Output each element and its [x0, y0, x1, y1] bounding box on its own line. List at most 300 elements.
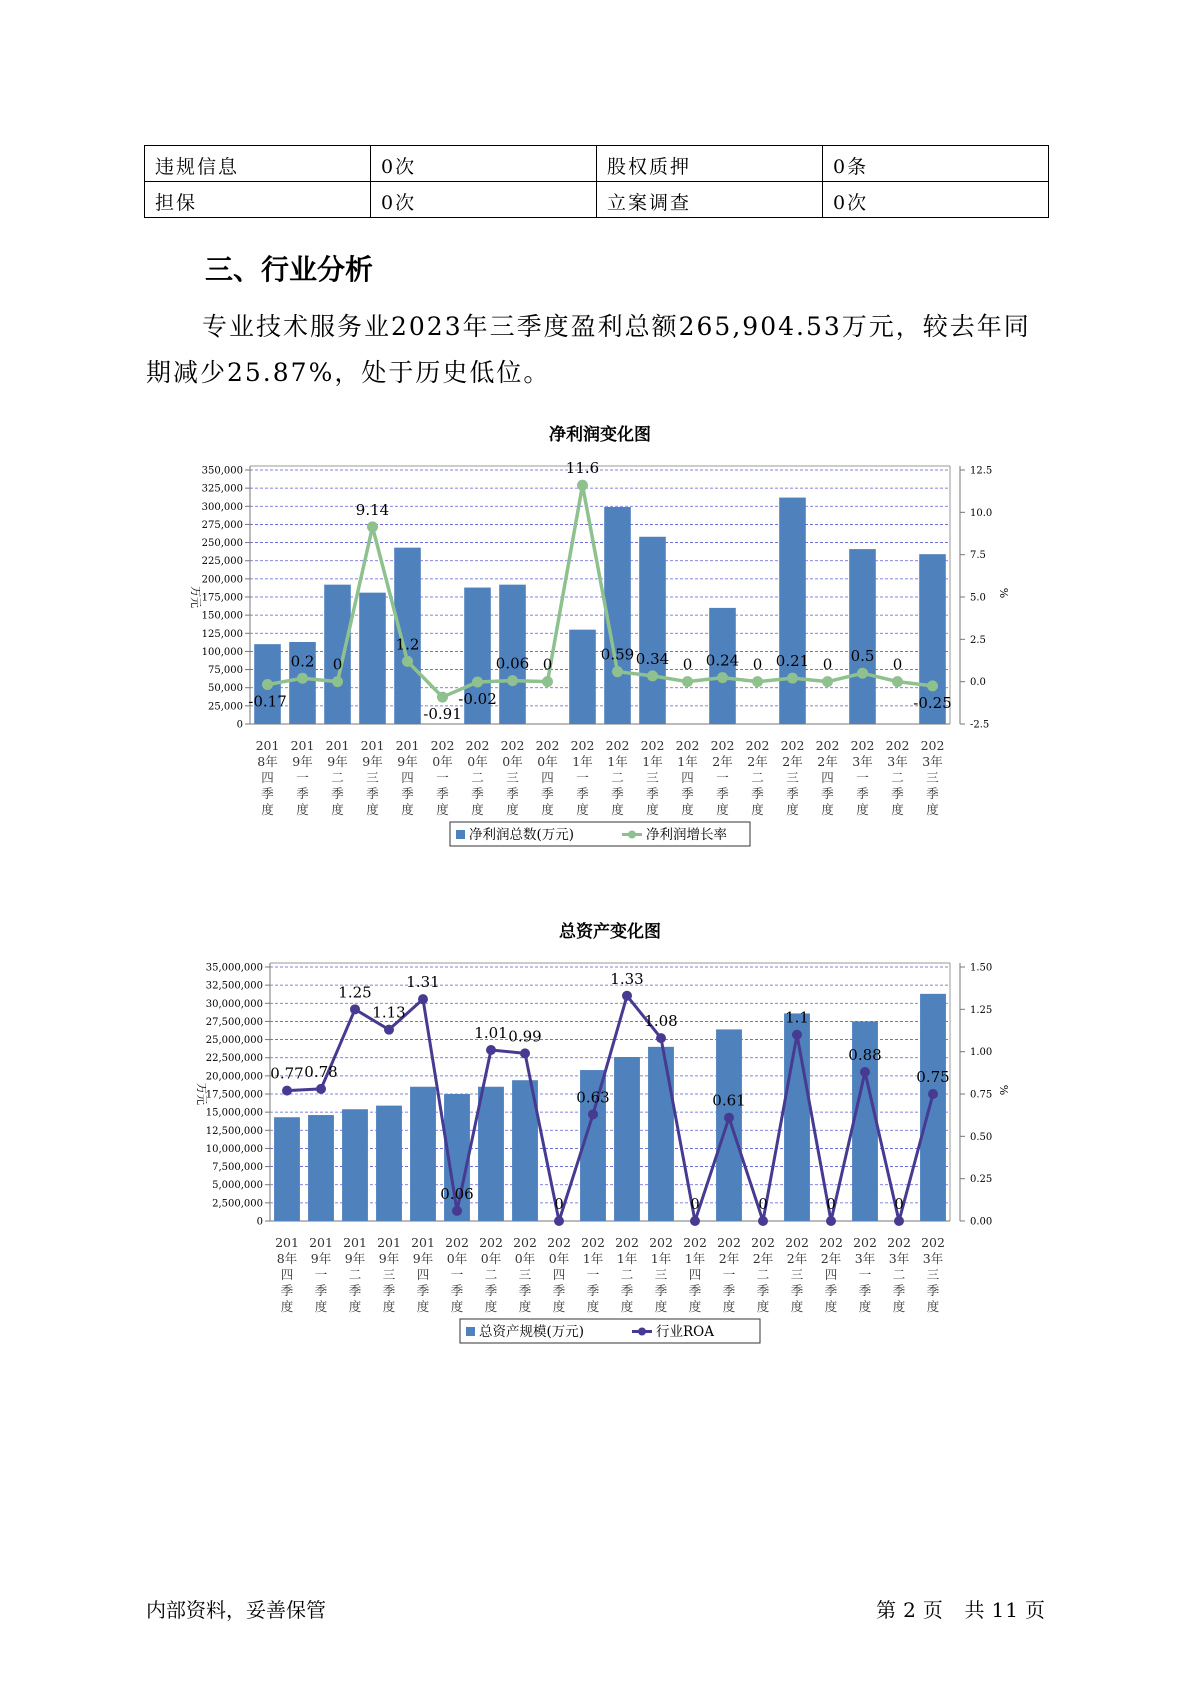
data-label: 11.6: [565, 459, 600, 478]
category-label-line: 一: [436, 770, 449, 785]
data-label: 0: [752, 655, 763, 674]
category-label: [581, 1235, 605, 1314]
category-label-line: 季: [416, 1283, 430, 1298]
net-profit-chart: [175, 418, 1035, 878]
left-tick-label: 27,500,000: [205, 1016, 263, 1028]
right-tick-label: 5.0: [970, 592, 986, 604]
category-label-line: 201: [377, 1235, 401, 1250]
line-point: [622, 991, 632, 1001]
category-label-line: 季: [450, 1283, 464, 1298]
category-label: [291, 738, 315, 817]
category-label-line: 9年: [378, 1251, 400, 1266]
category-label-line: 季: [756, 1283, 770, 1298]
category-label-line: 2年: [752, 1251, 774, 1266]
left-tick-label: 17,500,000: [205, 1089, 263, 1101]
category-label-line: 季: [552, 1283, 566, 1298]
category-label-line: 季: [541, 786, 554, 801]
legend-line-marker: [638, 1328, 646, 1336]
category-label-line: 季: [261, 786, 274, 801]
category-label-line: 季: [926, 786, 939, 801]
category-label-line: 1年: [642, 754, 663, 769]
data-label: 0: [554, 1195, 564, 1213]
category-label-line: 202: [640, 738, 665, 753]
data-label: 0: [542, 655, 553, 674]
category-label: [513, 1235, 537, 1314]
left-tick-label: 275,000: [201, 519, 243, 531]
category-label-line: 季: [506, 786, 519, 801]
category-label: [853, 1235, 877, 1314]
data-label: 0.99: [508, 1027, 542, 1046]
line-point: [690, 1216, 700, 1226]
category-label-line: 度: [856, 802, 869, 817]
left-tick-label: 25,000,000: [205, 1035, 263, 1047]
category-label-line: 0年: [467, 754, 488, 769]
category-label-line: 度: [892, 1299, 906, 1314]
line-point: [787, 673, 798, 684]
category-label-line: 1年: [677, 754, 698, 769]
category-label-line: 季: [824, 1283, 838, 1298]
line-point: [928, 1089, 938, 1099]
category-label-line: 季: [348, 1283, 362, 1298]
y-axis-label-right: %: [997, 587, 1010, 599]
category-label-line: 1年: [582, 1251, 604, 1266]
category-label-line: 201: [395, 738, 420, 753]
line-point: [262, 679, 273, 690]
category-label-line: 季: [611, 786, 624, 801]
bar: [569, 630, 596, 724]
category-label-line: 2年: [786, 1251, 808, 1266]
right-tick-label: 2.5: [970, 634, 986, 646]
category-label-line: 一: [576, 770, 589, 785]
line-point: [316, 1084, 326, 1094]
category-label-line: 度: [401, 802, 414, 817]
line-point: [472, 677, 483, 688]
legend-line-label: 净利润增长率: [646, 827, 727, 843]
data-label: 0.5: [850, 647, 875, 666]
chart-svg: [175, 915, 1035, 1375]
category-label-line: 202: [513, 1235, 537, 1250]
data-label: 1.13: [372, 1003, 406, 1022]
line-point: [724, 1113, 734, 1123]
category-label-line: 2年: [718, 1251, 740, 1266]
category-label-line: 度: [541, 802, 554, 817]
category-label-line: 季: [331, 786, 344, 801]
category-label-line: 四: [541, 770, 554, 785]
category-label: [676, 738, 700, 817]
line-point: [297, 673, 308, 684]
right-tick-label: 7.5: [970, 550, 986, 562]
category-label-line: 一: [314, 1267, 328, 1282]
data-label: -0.91: [423, 705, 462, 724]
line-point: [554, 1216, 564, 1226]
category-label: [479, 1235, 503, 1314]
category-label-line: 季: [471, 786, 484, 801]
category-label-line: 8年: [257, 754, 278, 769]
chart-title: 净利润变化图: [549, 425, 651, 445]
category-label-line: 度: [436, 802, 449, 817]
category-label-line: 202: [465, 738, 490, 753]
line-point: [332, 676, 343, 687]
category-label-line: 四: [824, 1267, 838, 1282]
category-label-line: 四: [552, 1267, 566, 1282]
category-label-line: 三: [382, 1267, 396, 1282]
data-label: 0: [690, 1195, 700, 1213]
category-label-line: 202: [885, 738, 910, 753]
category-label-line: 202: [853, 1235, 877, 1250]
category-label-line: 3年: [888, 1251, 910, 1266]
line-point: [520, 1048, 530, 1058]
category-label-line: 202: [920, 738, 945, 753]
data-label: 0.34: [635, 649, 670, 668]
data-label: 1.1: [785, 1008, 809, 1027]
category-label-line: 9年: [327, 754, 348, 769]
data-label: 1.25: [338, 983, 372, 1002]
left-tick-label: 5,000,000: [212, 1180, 263, 1192]
category-label-line: 度: [382, 1299, 396, 1314]
category-label-line: 四: [821, 770, 834, 785]
category-label-line: 202: [850, 738, 875, 753]
category-label-line: 201: [360, 738, 385, 753]
left-tick-label: 10,000,000: [205, 1143, 263, 1155]
category-label-line: 202: [780, 738, 805, 753]
footer-page-number: [873, 1594, 1049, 1623]
category-label-line: 度: [821, 802, 834, 817]
chart-title: 总资产变化图: [559, 922, 661, 942]
category-label-line: 9年: [310, 1251, 332, 1266]
category-label-line: 度: [586, 1299, 600, 1314]
data-label: 1.01: [474, 1023, 508, 1042]
right-tick-label: 1.50: [970, 962, 993, 974]
category-label: [785, 1235, 809, 1314]
category-label-line: 季: [280, 1283, 294, 1298]
left-tick-label: 225,000: [201, 556, 243, 568]
bar: [359, 593, 386, 724]
table-cell: 违规信息: [145, 146, 371, 182]
category-label: [717, 1235, 741, 1314]
line-point: [656, 1033, 666, 1043]
category-label-line: 度: [824, 1299, 838, 1314]
data-label: 0.06: [440, 1184, 474, 1203]
category-label: [816, 738, 840, 817]
category-label-line: 季: [576, 786, 589, 801]
legend-bar-label: 总资产规模(万元): [479, 1324, 585, 1340]
category-label-line: 季: [681, 786, 694, 801]
category-label-line: 四: [401, 770, 414, 785]
left-tick-label: 25,000: [208, 701, 243, 713]
left-tick-label: 30,000,000: [205, 998, 263, 1010]
left-tick-label: 250,000: [201, 538, 243, 550]
category-label-line: 季: [646, 786, 659, 801]
total-prefix: 共: [964, 1598, 986, 1622]
category-label-line: 201: [290, 738, 315, 753]
line-point: [350, 1004, 360, 1014]
footer-confidential: 内部资料，妥善保管: [146, 1598, 326, 1622]
category-label-line: 一: [450, 1267, 464, 1282]
category-label-line: 202: [819, 1235, 843, 1250]
category-label-line: 二: [331, 770, 344, 785]
category-label: [887, 1235, 911, 1314]
data-label: 0: [822, 655, 833, 674]
category-label-line: 3年: [922, 1251, 944, 1266]
page-num: 2: [903, 1598, 917, 1622]
category-label-line: 二: [891, 770, 904, 785]
category-label: [751, 1235, 775, 1314]
category-label-line: 1年: [650, 1251, 672, 1266]
category-label: [711, 738, 735, 817]
category-label: [571, 738, 595, 817]
category-label-line: 201: [325, 738, 350, 753]
category-label-line: 季: [856, 786, 869, 801]
category-label-line: 度: [751, 802, 764, 817]
category-label: [886, 738, 910, 817]
category-label-line: 3年: [922, 754, 943, 769]
legend: [450, 822, 750, 846]
table-cell: 担保: [145, 182, 371, 218]
category-label: [921, 738, 945, 817]
category-label-line: 四: [416, 1267, 430, 1282]
category-label-line: 2年: [817, 754, 838, 769]
category-label-line: 季: [620, 1283, 634, 1298]
category-label-line: 季: [366, 786, 379, 801]
category-label-line: 度: [471, 802, 484, 817]
right-tick-label: 0.0: [970, 677, 986, 689]
data-label: 1.31: [406, 973, 440, 992]
category-label: [275, 1235, 299, 1314]
table-cell: 0次: [823, 182, 1049, 218]
category-label-line: 202: [649, 1235, 673, 1250]
category-label: [411, 1235, 435, 1314]
category-label: [256, 738, 280, 817]
category-label-line: 202: [605, 738, 630, 753]
right-tick-label: 0.25: [970, 1174, 993, 1186]
right-tick-label: 0.00: [970, 1216, 993, 1228]
line-point: [758, 1216, 768, 1226]
category-label-line: 度: [611, 802, 624, 817]
category-label-line: 季: [722, 1283, 736, 1298]
category-label-line: 二: [751, 770, 764, 785]
category-label-line: 度: [716, 802, 729, 817]
data-label: 0.24: [705, 651, 740, 670]
left-tick-label: 50,000: [208, 683, 243, 695]
data-label: 9.14: [355, 500, 390, 519]
category-label-line: 三: [366, 770, 379, 785]
category-label: [501, 738, 525, 817]
bar: [639, 537, 666, 724]
legend-bar-swatch: [456, 830, 465, 839]
category-label: [746, 738, 770, 817]
category-label-line: 季: [751, 786, 764, 801]
line-point: [437, 692, 448, 703]
category-label-line: 四: [681, 770, 694, 785]
bar: [849, 549, 876, 724]
data-label: 0.75: [916, 1068, 950, 1086]
category-label-line: 三: [786, 770, 799, 785]
category-label-line: 三: [646, 770, 659, 785]
data-label: 0.2: [290, 652, 315, 671]
category-label-line: 季: [382, 1283, 396, 1298]
category-label-line: 1年: [607, 754, 628, 769]
bar: [342, 1109, 368, 1221]
category-label-line: 202: [751, 1235, 775, 1250]
category-label: [921, 1235, 945, 1314]
category-label-line: 2年: [712, 754, 733, 769]
category-label-line: 202: [445, 1235, 469, 1250]
bar: [614, 1057, 640, 1221]
right-tick-label: 1.00: [970, 1047, 993, 1059]
line-point: [860, 1067, 870, 1077]
category-label-line: 三: [926, 770, 939, 785]
legend: [460, 1319, 760, 1343]
legend-line-label: 行业ROA: [656, 1324, 714, 1340]
data-label: 0.77: [270, 1064, 304, 1083]
category-label-line: 三: [654, 1267, 668, 1282]
table-row: [145, 182, 1049, 218]
line-point: [647, 670, 658, 681]
category-label-line: 季: [790, 1283, 804, 1298]
data-label: 0.78: [304, 1062, 338, 1081]
category-label-line: 201: [309, 1235, 333, 1250]
category-label-line: 0年: [480, 1251, 502, 1266]
category-label: [536, 738, 560, 817]
category-label-line: 0年: [548, 1251, 570, 1266]
line-point: [612, 666, 623, 677]
category-label-line: 度: [261, 802, 274, 817]
category-label-line: 202: [479, 1235, 503, 1250]
left-tick-label: 100,000: [201, 646, 243, 658]
table-cell: 股权质押: [597, 146, 823, 182]
left-tick-label: 0: [236, 719, 243, 731]
category-label: [309, 1235, 333, 1314]
category-label-line: 0年: [446, 1251, 468, 1266]
section-title: 三、行业分析: [205, 253, 374, 286]
left-tick-label: 200,000: [201, 574, 243, 586]
category-label-line: 二: [620, 1267, 634, 1282]
category-label-line: 三: [790, 1267, 804, 1282]
category-label-line: 度: [858, 1299, 872, 1314]
legend-line-marker: [628, 831, 636, 839]
left-tick-label: 12,500,000: [205, 1125, 263, 1137]
bar: [410, 1087, 436, 1221]
line-point: [542, 676, 553, 687]
category-label-line: 四: [261, 770, 274, 785]
data-label: 1.08: [644, 1012, 678, 1031]
category-label-line: 季: [296, 786, 309, 801]
category-label-line: 一: [586, 1267, 600, 1282]
category-label-line: 202: [430, 738, 455, 753]
category-label-line: 二: [484, 1267, 498, 1282]
category-label-line: 一: [722, 1267, 736, 1282]
category-label-line: 202: [710, 738, 735, 753]
category-label-line: 度: [348, 1299, 362, 1314]
left-tick-label: 125,000: [201, 628, 243, 640]
line-point: [826, 1216, 836, 1226]
category-label: [649, 1235, 673, 1314]
left-tick-label: 175,000: [201, 592, 243, 604]
left-tick-label: 2,500,000: [212, 1198, 263, 1210]
category-label-line: 季: [518, 1283, 532, 1298]
category-label-line: 季: [716, 786, 729, 801]
category-label: [851, 738, 875, 817]
data-label: 0.06: [495, 654, 530, 673]
category-label-line: 0年: [502, 754, 523, 769]
category-label-line: 二: [611, 770, 624, 785]
bar: [478, 1087, 504, 1221]
category-label-line: 季: [926, 1283, 940, 1298]
left-tick-label: 75,000: [208, 665, 243, 677]
category-label-line: 201: [343, 1235, 367, 1250]
category-label-line: 3年: [887, 754, 908, 769]
category-label: [445, 1235, 469, 1314]
table-cell: 0条: [823, 146, 1049, 182]
category-label: [326, 738, 350, 817]
line-point: [282, 1086, 292, 1096]
category-label-line: 202: [675, 738, 700, 753]
category-label-line: 1年: [684, 1251, 706, 1266]
category-label-line: 201: [255, 738, 280, 753]
category-label-line: 度: [506, 802, 519, 817]
category-label-line: 8年: [276, 1251, 298, 1266]
right-tick-label: 12.5: [970, 465, 993, 477]
left-tick-label: 150,000: [201, 610, 243, 622]
category-label-line: 202: [683, 1235, 707, 1250]
line-point: [857, 668, 868, 679]
category-label-line: 季: [314, 1283, 328, 1298]
line-point: [486, 1045, 496, 1055]
category-label-line: 3年: [854, 1251, 876, 1266]
page-prefix: 第: [876, 1598, 898, 1622]
category-label-line: 度: [891, 802, 904, 817]
category-label-line: 1年: [616, 1251, 638, 1266]
bar: [376, 1106, 402, 1221]
line-point: [588, 1109, 598, 1119]
y-axis-label-left: 万元: [189, 586, 202, 608]
category-label-line: 202: [535, 738, 560, 753]
category-label-line: 季: [586, 1283, 600, 1298]
left-tick-label: 300,000: [201, 501, 243, 513]
line-point: [452, 1206, 462, 1216]
line-point: [927, 680, 938, 691]
legend-bar-swatch: [466, 1327, 475, 1336]
category-label-line: 三: [518, 1267, 532, 1282]
data-label: 0.59: [600, 645, 635, 664]
category-label-line: 202: [887, 1235, 911, 1250]
category-label-line: 季: [401, 786, 414, 801]
category-label-line: 季: [821, 786, 834, 801]
category-label-line: 季: [786, 786, 799, 801]
data-label: -0.17: [248, 692, 287, 711]
data-label: 0.61: [712, 1091, 746, 1110]
bar: [716, 1029, 742, 1221]
category-label: [431, 738, 455, 817]
category-label-line: 2年: [747, 754, 768, 769]
bar: [920, 994, 946, 1221]
left-tick-label: 0: [256, 1216, 263, 1228]
data-label: 0: [332, 655, 343, 674]
category-label-line: 1年: [572, 754, 593, 769]
category-label-line: 度: [280, 1299, 294, 1314]
chart-svg: [175, 418, 1035, 878]
line-point: [682, 676, 693, 687]
category-label-line: 202: [717, 1235, 741, 1250]
category-label: [641, 738, 665, 817]
left-tick-label: 22,500,000: [205, 1053, 263, 1065]
data-label: 0: [826, 1195, 836, 1213]
category-label-line: 0年: [514, 1251, 536, 1266]
category-label-line: 一: [296, 770, 309, 785]
category-label-line: 三: [506, 770, 519, 785]
data-label: 0: [682, 655, 693, 674]
category-label-line: 度: [756, 1299, 770, 1314]
